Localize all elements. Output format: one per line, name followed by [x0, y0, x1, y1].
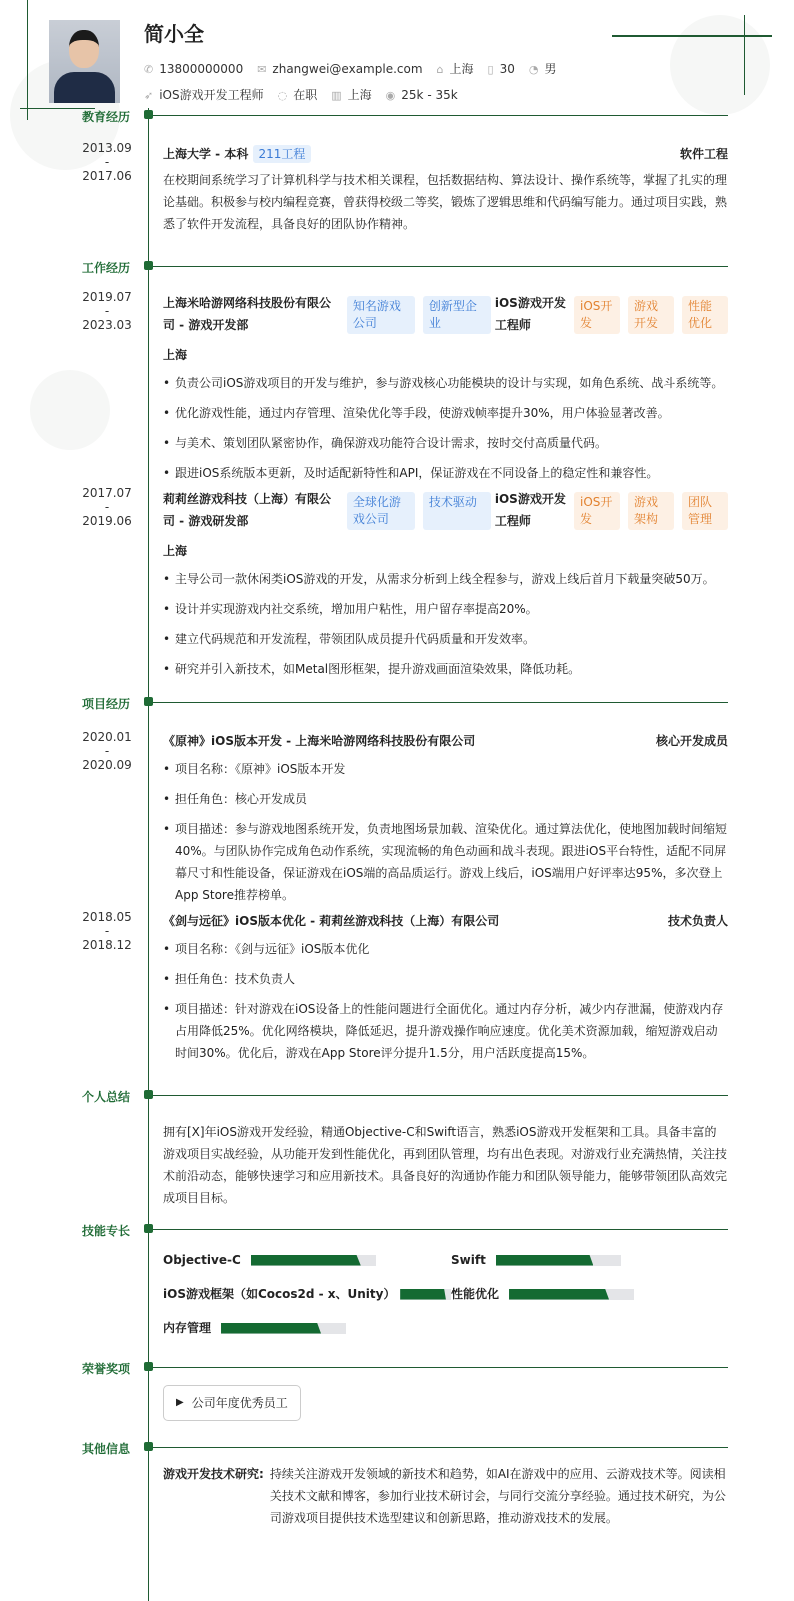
date-sep: - — [104, 304, 110, 318]
timeline-dot — [144, 1224, 153, 1233]
skill-tag: iOS开发 — [574, 492, 620, 530]
start-date: 2020.01 — [82, 730, 132, 744]
divider — [153, 1447, 728, 1448]
skill-item — [451, 1277, 728, 1311]
status: 在职 — [293, 88, 318, 102]
skill-bar — [400, 1289, 451, 1300]
work-city: 上海 — [163, 544, 188, 558]
end-date: 2017.06 — [82, 169, 132, 183]
start-date: 2019.07 — [82, 290, 132, 304]
skill-item — [163, 1243, 451, 1277]
skill-name: Swift — [451, 1253, 486, 1267]
company: 上海米哈游网络科技股份有限公司 - 游戏开发部 — [163, 296, 332, 332]
bullet-item: • 与美术、策划团队紧密协作，确保游戏功能符合设计需求，按时交付高质量代码。 — [163, 432, 728, 454]
bullet-item: • 设计并实现游戏内社交系统，增加用户粘性，用户留存率提高20%。 — [163, 598, 728, 620]
skill-bar-fill — [509, 1289, 609, 1300]
end-date: 2018.12 — [82, 938, 132, 952]
divider — [153, 1367, 728, 1368]
company-tag: 全球化游戏公司 — [347, 492, 415, 530]
major: 软件工程 — [679, 147, 728, 161]
award-label: 公司年度优秀员工 — [191, 1396, 288, 1410]
age-icon: ▯ — [487, 62, 494, 76]
decor-circle — [670, 15, 770, 115]
job-title: iOS游戏开发工程师 — [494, 296, 566, 332]
skill-tag: 游戏开发 — [628, 296, 674, 334]
company: 莉莉丝游戏科技（上海）有限公司 - 游戏研发部 — [163, 492, 332, 528]
skill-tag: iOS开发 — [574, 296, 620, 334]
project-role: 技术负责人 — [667, 914, 728, 928]
start-date: 2017.07 — [82, 486, 132, 500]
decor-line — [612, 35, 772, 37]
bullet-item: • 项目描述：参与游戏地图系统开发，负责地图场景加载、渲染优化。通过算法优化，使地图加载时间缩短40%。与团队协作完成角色动作系统，实现流畅的角色动画和战斗表现。跟进iOS平台特性，适配不同屏幕尺寸和性能设备，保证游戏在iOS端的高品质运行。游戏上线后，iOS端用户好评率达95%，多次登上App Store推荐榜单。 — [163, 818, 728, 906]
contact-row — [144, 60, 557, 77]
other-text: 持续关注游戏开发领域的新技术和趋势，如AI在游戏中的应用、云游戏技术等。阅读相关技术文献和博客，参加行业技术研讨会，与同行交流分享经验。通过技术研究，为公司游戏项目提供技术选型建议和创新思路，推动游戏技术的发展。 — [269, 1467, 726, 1525]
home-icon: ⌂ — [436, 63, 444, 76]
bullet-item: • 担任角色：技术负责人 — [163, 968, 728, 990]
company-tag: 知名游戏公司 — [347, 296, 415, 334]
timeline-dot — [144, 1090, 153, 1099]
skill-name: Objective-C — [163, 1253, 241, 1267]
candidate-name: 简小全 — [144, 22, 204, 46]
work-city: 上海 — [163, 348, 188, 362]
education-desc: 在校期间系统学习了计算机科学与技术相关课程，包括数据结构、算法设计、操作系统等，掌握了扎实的理论基础。积极参与校内编程竞赛，曾获得校级二等奖，锻炼了逻辑思维和代码编写能力。通过项目实践，熟悉了软件开发流程，具备良好的团队协作精神。 — [163, 173, 728, 231]
phone-icon: ✆ — [144, 62, 154, 76]
end-date: 2020.09 — [82, 758, 132, 772]
section-title: 教育经历 — [82, 110, 131, 124]
avatar — [49, 20, 120, 103]
company-tag: 创新型企业 — [423, 296, 491, 334]
gender: 男 — [544, 62, 557, 76]
project-title: 《剑与远征》iOS版本优化 - 莉莉丝游戏科技（上海）有限公司 — [163, 914, 500, 928]
decor-line — [27, 0, 28, 120]
school: 上海大学 - 本科 — [163, 147, 249, 161]
mail-icon: ✉ — [257, 62, 267, 76]
phone: 13800000000 — [159, 61, 244, 76]
section-title: 项目经历 — [82, 697, 131, 711]
skill-tag: 团队管理 — [682, 492, 728, 530]
bullet-item: • 建立代码规范和开发流程，带领团队成员提升代码质量和开发效率。 — [163, 628, 728, 650]
skill-bar — [496, 1255, 621, 1266]
timeline-dot — [144, 261, 153, 270]
bullet-item: • 主导公司一款休闲类iOS游戏的开发，从需求分析到上线全程参与，游戏上线后首月下载量突破50万。 — [163, 568, 728, 590]
skill-name: iOS游戏框架（如Cocos2d - x、Unity） — [163, 1287, 396, 1301]
section-title: 荣誉奖项 — [82, 1362, 131, 1376]
date-sep: - — [104, 155, 110, 169]
timeline-dot — [144, 697, 153, 706]
end-date: 2023.03 — [82, 318, 132, 332]
section-title: 技能专长 — [82, 1224, 131, 1238]
date-sep: - — [104, 500, 110, 514]
skill-item — [163, 1311, 451, 1345]
divider — [153, 1095, 728, 1096]
start-date: 2013.09 — [82, 141, 132, 155]
skill-item — [163, 1277, 451, 1311]
skill-item — [451, 1243, 728, 1277]
position: iOS游戏开发工程师 — [159, 88, 264, 102]
age: 30 — [499, 61, 515, 76]
skill-bar-fill — [400, 1289, 446, 1300]
end-date: 2019.06 — [82, 514, 132, 528]
city: 上海 — [347, 88, 372, 102]
skill-bar — [251, 1255, 376, 1266]
salary: 25k - 35k — [401, 87, 458, 102]
job-title: iOS游戏开发工程师 — [494, 492, 566, 528]
decor-line — [744, 15, 745, 95]
timeline-dot — [144, 1362, 153, 1371]
skill-bar-fill — [221, 1323, 321, 1334]
date-sep: - — [104, 924, 110, 938]
other-label: 游戏开发技术研究: — [163, 1467, 264, 1481]
skill-tag: 性能优化 — [682, 296, 728, 334]
bullet-item: • 项目名称：《原神》iOS版本开发 — [163, 758, 728, 780]
skill-bar-fill — [251, 1255, 361, 1266]
bullet-item: • 担任角色：核心开发成员 — [163, 788, 728, 810]
bullet-item: • 项目名称：《剑与远征》iOS版本优化 — [163, 938, 728, 960]
building-icon: ▥ — [331, 89, 342, 102]
gender-icon: ◔ — [528, 63, 539, 76]
bullet-item: • 跟进iOS系统版本更新，及时适配新特性和API，保证游戏在不同设备上的稳定性和兼容性。 — [163, 462, 728, 484]
salary-icon: ◉ — [385, 88, 396, 102]
skill-tag: 游戏架构 — [628, 492, 674, 530]
skill-name: 内存管理 — [163, 1321, 212, 1335]
bullet-item: • 优化游戏性能，通过内存管理、渲染优化等手段，使游戏帧率提升30%，用户体验显著改善。 — [163, 402, 728, 424]
skill-bar-fill — [496, 1255, 594, 1266]
divider — [153, 702, 728, 703]
award-item — [163, 1385, 301, 1421]
job-intent-row — [144, 86, 458, 103]
divider — [153, 266, 728, 267]
section-title: 个人总结 — [82, 1090, 131, 1104]
school-tag: 211工程 — [253, 145, 312, 163]
timeline-dot — [144, 110, 153, 119]
section-title: 其他信息 — [82, 1442, 131, 1456]
send-icon: ➶ — [144, 89, 154, 102]
decor-circle — [30, 370, 110, 450]
skill-name: 性能优化 — [451, 1287, 500, 1301]
status-icon: ◌ — [277, 89, 288, 102]
location: 上海 — [449, 62, 474, 76]
section-title: 工作经历 — [82, 261, 131, 275]
timeline-dot — [144, 1442, 153, 1451]
skill-bar — [221, 1323, 346, 1334]
divider — [153, 1229, 728, 1230]
date-sep: - — [104, 744, 110, 758]
bullet-item: • 研究并引入新技术，如Metal图形框架，提升游戏画面渲染效果，降低功耗。 — [163, 658, 728, 680]
bullet-item: • 负责公司iOS游戏项目的开发与维护，参与游戏核心功能模块的设计与实现，如角色系统、战斗系统等。 — [163, 372, 728, 394]
skill-bar — [509, 1289, 634, 1300]
project-title: 《原神》iOS版本开发 - 上海米哈游网络科技股份有限公司 — [163, 734, 476, 748]
project-role: 核心开发成员 — [655, 734, 728, 748]
timeline-line — [148, 108, 149, 1601]
start-date: 2018.05 — [82, 910, 132, 924]
summary-text: 拥有[X]年iOS游戏开发经验，精通Objective-C和Swift语言，熟悉iOS游戏开发框架和工具。具备丰富的游戏项目实战经验，从功能开发到性能优化，再到团队管理，均有出色表现。对游戏行业充满热情，关注技术前沿动态，能够快速学习和应用新技术。具备良好的沟通协作能力和团队领导能力，能够带领团队高效完成项目目标。 — [163, 1125, 728, 1205]
company-tag: 技术驱动 — [423, 492, 491, 530]
play-icon: ▶ — [176, 1397, 184, 1408]
email: zhangwei@example.com — [272, 61, 423, 76]
divider — [153, 115, 728, 116]
bullet-item: • 项目描述：针对游戏在iOS设备上的性能问题进行全面优化。通过内存分析，减少内存泄漏，使游戏内存占用降低25%。优化网络模块，降低延迟，提升游戏操作响应速度。优化美术资源加载，缩短游戏启动时间30%。优化后，游戏在App Store评分提升1.5分，用户活跃度提高15%。 — [163, 998, 728, 1064]
